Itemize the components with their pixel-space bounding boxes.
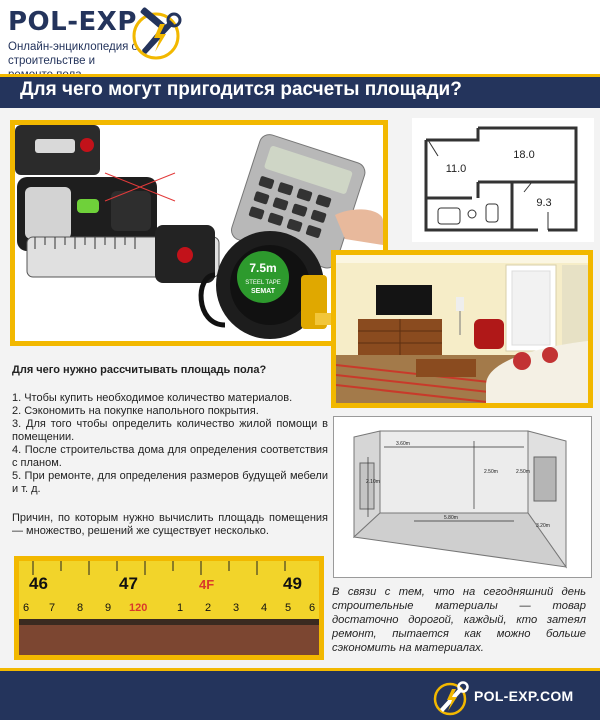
- floor-plan: [412, 118, 594, 242]
- tape-bottom-number-8: 3: [233, 602, 240, 614]
- tape-brand-label: STEEL TAPE: [245, 280, 281, 286]
- list-item: 4. После строительства дома для определения соответствия с планом.: [12, 444, 328, 469]
- room-dim-mid: 2.50m: [484, 469, 498, 475]
- tape-bottom-number-6: 1: [177, 602, 184, 614]
- article-paragraph: Причин, по которым нужно вычислить площадь помещения — множество, решений же существует несколько.: [12, 512, 328, 537]
- tape-bottom-number-9: 4: [261, 602, 268, 614]
- room-3d-diagram: [333, 416, 592, 578]
- article-subheading: Для чего нужно рассчитывать площадь пола?: [12, 364, 267, 376]
- tape-closeup-illustration: [19, 561, 319, 655]
- list-item: 1. Чтобы купить необходимое количество материалов.: [12, 392, 293, 404]
- list-item: 5. При ремонте, для определения размеров будущей мебели и т. д.: [12, 470, 328, 495]
- floor-plan-room-3: 9.3: [536, 197, 552, 209]
- floor-plan-room-2: 11.0: [445, 163, 467, 175]
- tape-bottom-number-10: 5: [285, 602, 292, 614]
- room-3d-drawing: [334, 417, 591, 577]
- tape-top-number-4: 49: [283, 574, 302, 593]
- list-item: 2. Сэкономить на покупке напольного покрытия.: [12, 405, 259, 417]
- tools-illustration: [15, 125, 383, 341]
- tape-bottom-number-5: 120: [129, 602, 148, 614]
- room-dim-top: 3.60m: [396, 441, 410, 447]
- side-note: В связи с тем, что на сегодняшний день строительные материалы — товар достаточно дорогой, каждый, кто затеял ремонт, пытается как можно больше сэкономить на материалах.: [332, 586, 586, 654]
- page-title: Для чего могут пригодится расчеты площади?: [20, 79, 462, 100]
- room-dim-floor: 5.80m: [444, 515, 458, 521]
- footer-site-link[interactable]: POL-EXP.COM: [474, 688, 574, 704]
- title-banner: [0, 74, 600, 108]
- hammer-wrench-bolt-icon[interactable]: [432, 677, 472, 717]
- tape-bottom-number-7: 2: [205, 602, 212, 614]
- tape-bottom-number-1: 6: [23, 602, 30, 614]
- tape-bottom-number-4: 9: [105, 602, 112, 614]
- tape-top-number-2: 47: [119, 574, 138, 593]
- brand-name[interactable]: POL-EXP: [8, 7, 137, 37]
- hammer-wrench-bolt-icon[interactable]: [130, 6, 186, 62]
- room-dim-left: 2.10m: [366, 479, 380, 485]
- floor-plan-drawing: [412, 118, 594, 242]
- living-room-photo: [331, 250, 593, 408]
- tape-top-number-1: 46: [29, 574, 48, 593]
- tape-size-label: 7.5m: [249, 261, 277, 275]
- footer: [0, 668, 600, 720]
- tape-make-label: SEMAT: [251, 288, 275, 295]
- tape-bottom-number-3: 8: [77, 602, 84, 614]
- list-item: 3. Для того чтобы определить количество жилой помощи в помещении.: [12, 418, 328, 443]
- tape-closeup-photo: [14, 556, 324, 660]
- article-text: [12, 364, 328, 538]
- tape-top-number-3: 4F: [199, 577, 215, 592]
- room-dim-right: 2.50m: [516, 469, 530, 475]
- tape-bottom-number-11: 6: [309, 602, 316, 614]
- header: [0, 0, 600, 76]
- tape-bottom-number-2: 7: [49, 602, 56, 614]
- living-room-illustration: [336, 255, 588, 403]
- room-dim-depth: 3.20m: [536, 523, 550, 529]
- brand-tagline: Онлайн-энциклопедия о строительстве и: [8, 41, 138, 67]
- floor-plan-room-1: 18.0: [513, 149, 535, 161]
